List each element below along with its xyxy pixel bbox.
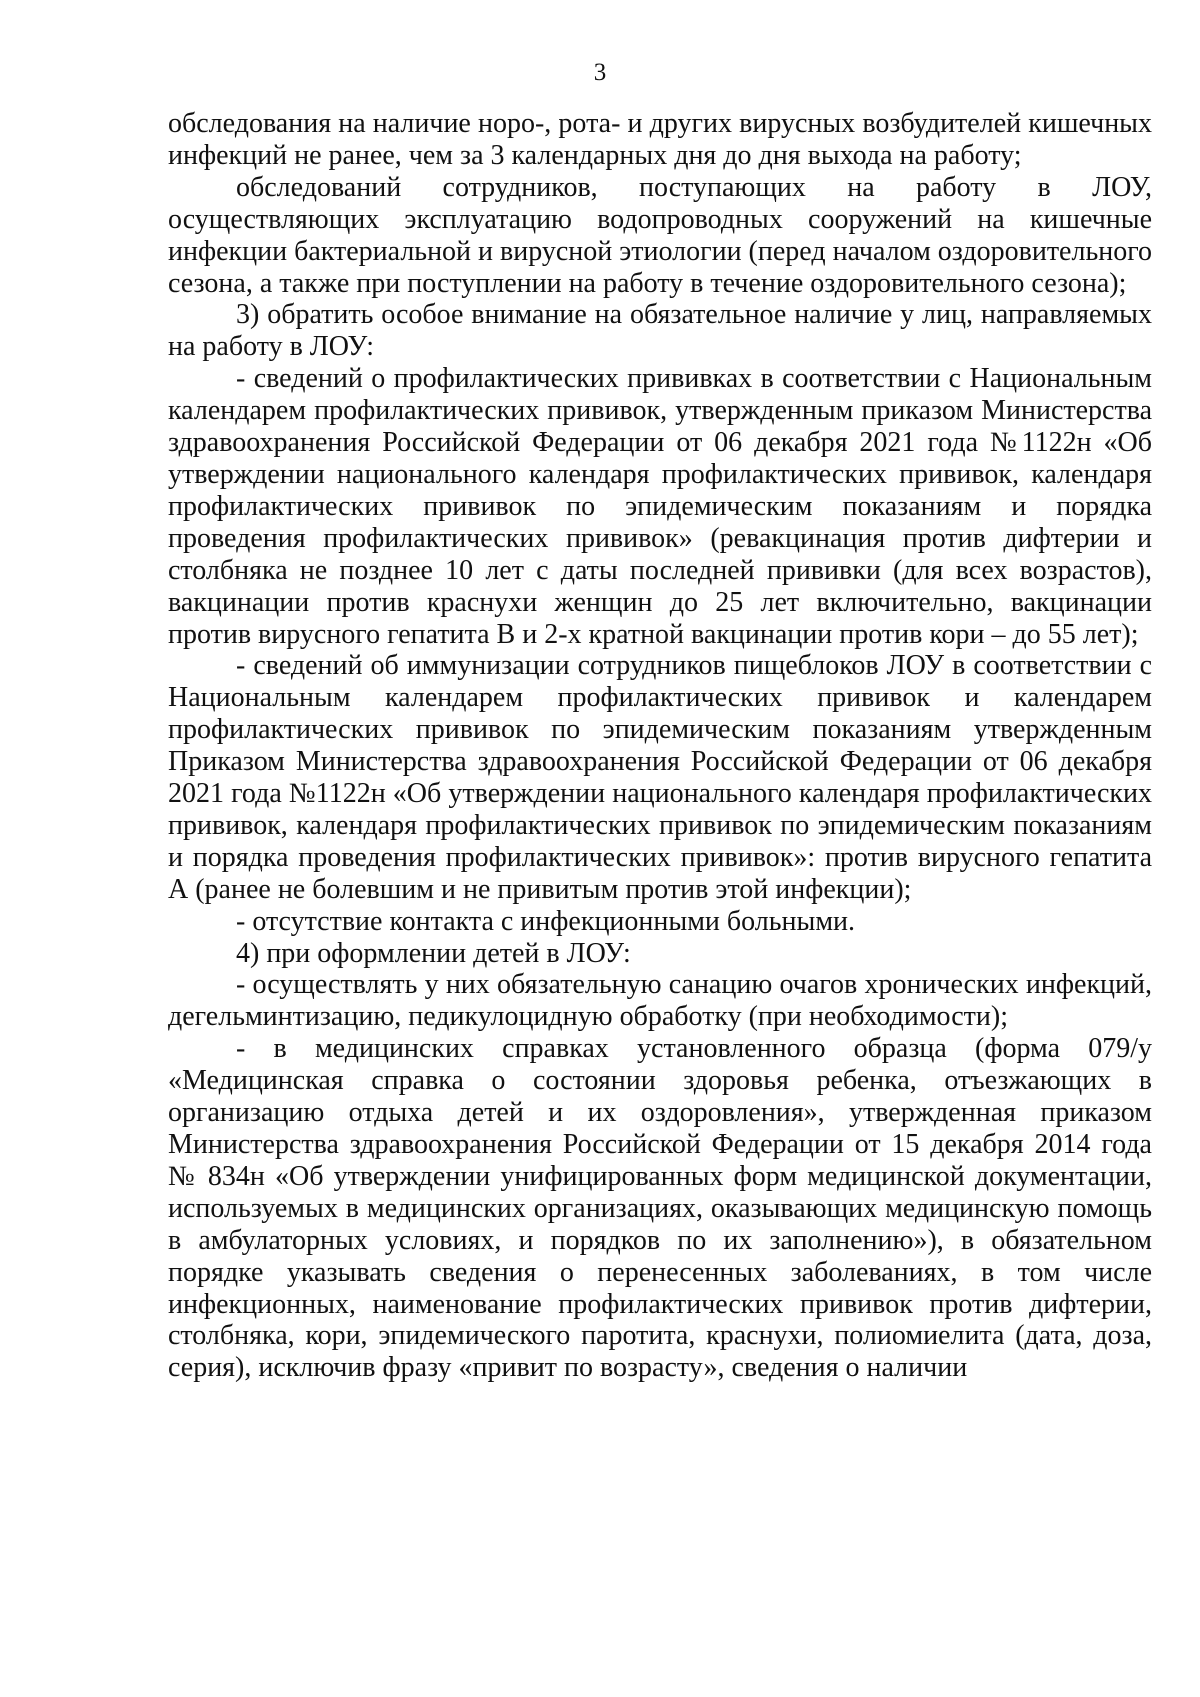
paragraph-item-3: 3) обратить особое внимание на обязательное наличие у лиц, направляемых на работу в ЛОУ: <box>168 299 1152 363</box>
paragraph-no-contact: - отсутствие контакта с инфекционными больными. <box>236 905 856 937</box>
paragraph-immunization-catering: - сведений об иммунизации сотрудников пищеблоков ЛОУ в соответствии с Национальным календарем профилактических прививок и календарем профилактических прививок по эпидемическим показаниям утвержденным Приказом Министерства здравоохранения Российской Федерации от 06 декабря 2021 года №1122н «Об утверждении национального календаря профилактических прививок, календаря профилактических прививок по эпидемическим показаниям и порядка проведения профилактических прививок»: против вирусного гепатита А (ранее не болевшим и не привитым против этой инфекции); <box>168 650 1152 905</box>
page-number: 3 <box>593 59 607 86</box>
document-body <box>168 108 1152 1384</box>
paragraph-examination-staff: обследований сотрудников, поступающих на работу в ЛОУ, осуществляющих эксплуатацию водопроводных сооружений на кишечные инфекции бактериальной и вирусной этиологии (перед началом оздоровительного сезона, а также при поступлении на работу в течение оздоровительного сезона); <box>168 171 1152 299</box>
paragraph-sanitation: - осуществлять у них обязательную санацию очагов хронических инфекций, дегельминтизацию, педикулоцидную обработку (при необходимости); <box>168 969 1152 1033</box>
paragraph-vaccination-info: - сведений о профилактических прививках в соответствии с Национальным календарем профилактических прививок, утвержденным приказом Министерства здравоохранения Российской Федерации от 06 декабря 2021 года №1122н «Об утверждении национального календаря профилактических прививок, календаря профилактических прививок по эпидемическим показаниям и порядка проведения профилактических прививок» (ревакцинация против дифтерии и столбняка не позднее 10 лет с даты последней прививки (для всех возрастов), вакцинации против краснухи женщин до 25 лет включительно, вакцинации против вирусного гепатита В и 2-х кратной вакцинации против кори – до 55 лет); <box>168 363 1152 650</box>
paragraph-item-4: 4) при оформлении детей в ЛОУ: <box>236 937 631 969</box>
paragraph-examination-viral: обследования на наличие норо-, рота- и других вирусных возбудителей кишечных инфекций не ранее, чем за 3 календарных дня до дня выхода на работу; <box>168 108 1152 171</box>
paragraph-medical-certificates: - в медицинских справках установленного образца (форма 079/у «Медицинская справка о состоянии здоровья ребенка, отъезжающих в организацию отдыха детей и их оздоровления», утвержденная приказом Министерства здравоохранения Российской Федерации от 15 декабря 2014 года № 834н «Об утверждении унифицированных форм медицинской документации, используемых в медицинских организациях, оказывающих медицинскую помощь в амбулаторных условиях, и порядков по их заполнению»), в обязательном порядке указывать сведения о перенесенных заболеваниях, в том числе инфекционных, наименование профилактических прививок против дифтерии, столбняка, кори, эпидемического паротита, краснухи, полиомиелита (дата, доза, серия), исключив фразу «привит по возрасту», сведения о наличии <box>168 1033 1152 1384</box>
